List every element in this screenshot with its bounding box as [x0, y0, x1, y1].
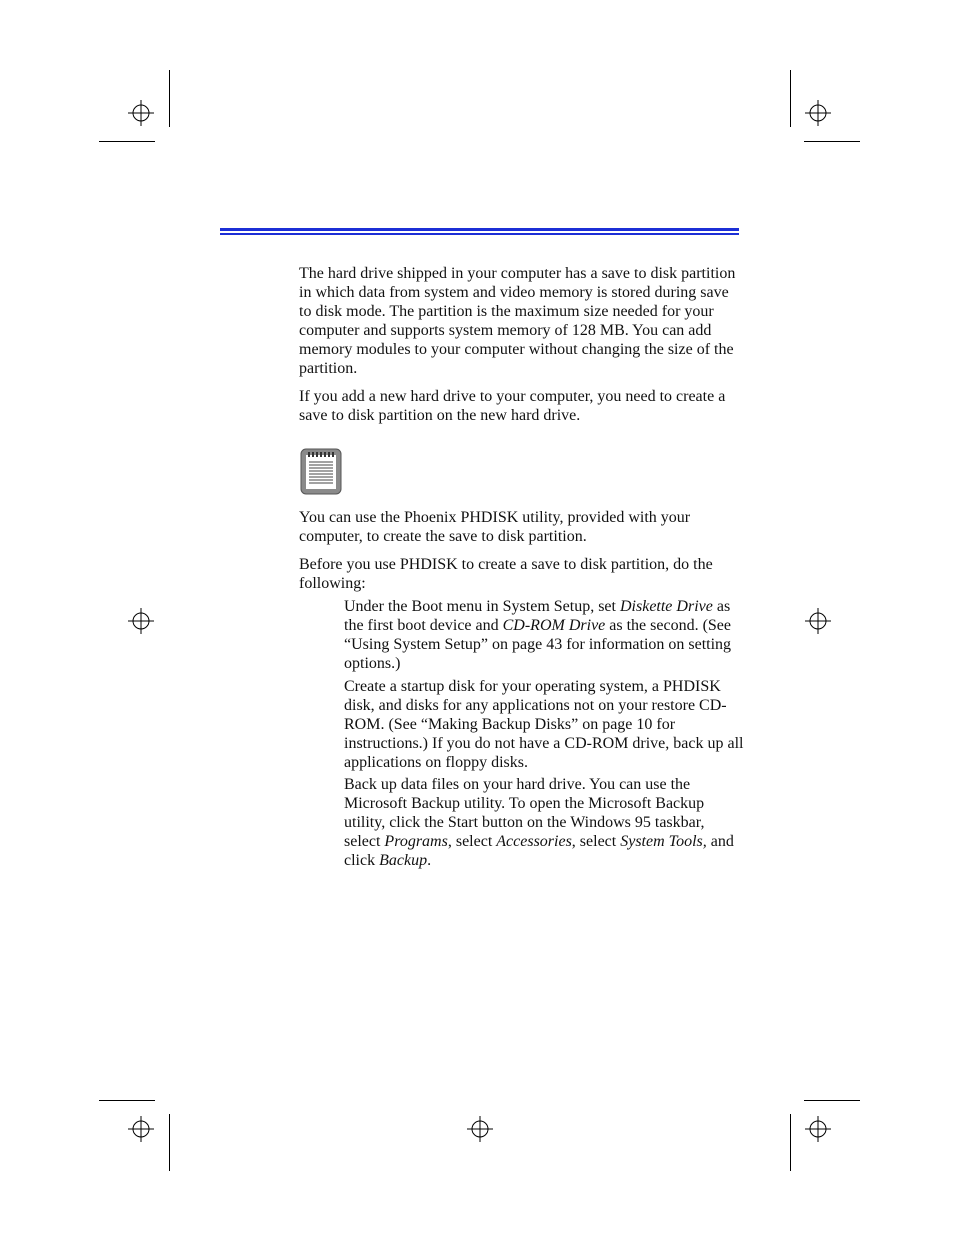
crosshair-icon — [805, 100, 831, 126]
body-paragraph: You can use the Phoenix PHDISK utility, provided with your computer, to create the save to disk partition. — [299, 509, 691, 545]
crop-mark — [169, 1114, 170, 1171]
crop-mark — [99, 1100, 155, 1101]
header-rule-bottom — [220, 233, 739, 235]
list-item: Create a startup disk for your operating system, a PHDISK disk, and disks for any applications not on your restore CD-ROM. (See “Making Backup Disks” on page 10 for instructions.) If you do not have a CD-ROM drive, back up all applications on floppy disks. — [344, 678, 744, 771]
list-item: Back up data files on your hard drive. You can use the Microsoft Backup utility. To open the Microsoft Backup utility, click the Start button on the Windows 95 taskbar, select Programs, select Accessories, select System Tools, and click Backup. — [344, 776, 734, 869]
header-rule-top — [220, 228, 739, 231]
body-paragraph: The hard drive shipped in your computer has a save to disk partition in which data from system and video memory is stored during save to disk mode. The partition is the maximum size needed for your computer and supports system memory of 128 MB. You can add memory modules to your computer without changing the size of the partition. — [299, 265, 736, 377]
crosshair-icon — [128, 608, 154, 634]
crop-mark — [804, 1100, 860, 1101]
crop-mark — [99, 141, 155, 142]
body-paragraph: Before you use PHDISK to create a save to disk partition, do the following: — [299, 556, 713, 592]
crosshair-icon — [467, 1116, 493, 1142]
crop-mark — [790, 1114, 791, 1171]
crosshair-icon — [805, 608, 831, 634]
crosshair-icon — [128, 1116, 154, 1142]
crop-mark — [169, 70, 170, 127]
crosshair-icon — [805, 1116, 831, 1142]
notepad-icon — [300, 448, 342, 495]
list-item: Under the Boot menu in System Setup, set Diskette Drive as the first boot device and CD-ROM Drive as the second. (See “Using System Setup” on page 43 for information on setting options.) — [344, 598, 732, 672]
crosshair-icon — [128, 100, 154, 126]
crop-mark — [804, 141, 860, 142]
body-paragraph: If you add a new hard drive to your computer, you need to create a save to disk partition on the new hard drive. — [299, 388, 726, 424]
crop-mark — [790, 70, 791, 127]
